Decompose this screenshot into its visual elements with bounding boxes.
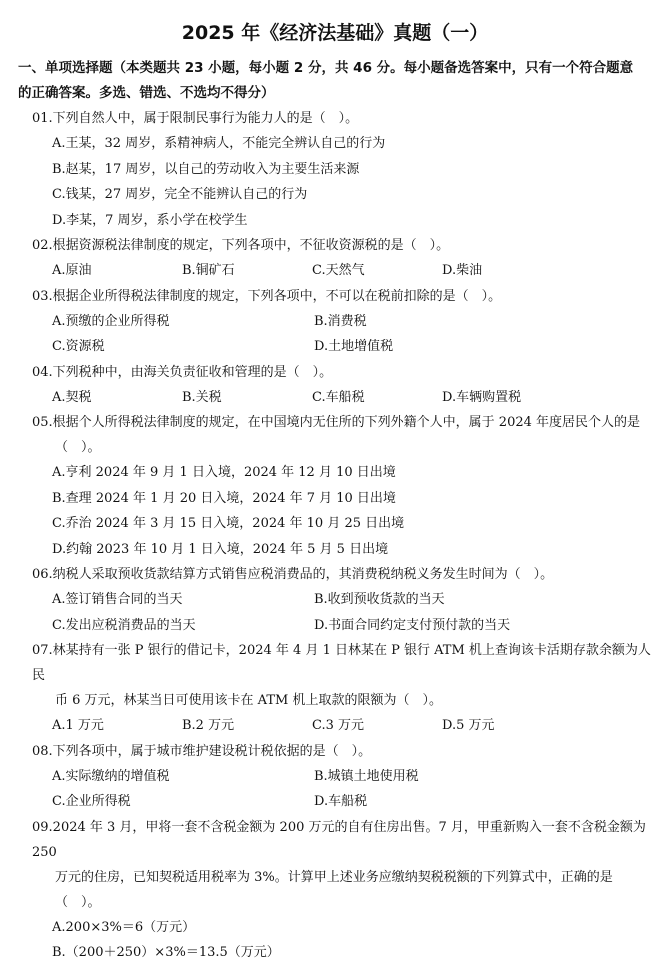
question-item bbox=[18, 739, 652, 815]
option-row bbox=[18, 613, 652, 639]
option-row bbox=[18, 385, 652, 411]
option-row bbox=[18, 131, 652, 157]
option-row bbox=[18, 915, 652, 941]
answer-option: C.3 万元 bbox=[312, 718, 365, 733]
option-row bbox=[18, 537, 652, 563]
question-stem: 05.根据个人所得税法律制度的规定，在中国境内无住所的下列外籍个人中，属于 2024 年度居民个人的是 bbox=[32, 415, 641, 430]
answer-option: C.钱某，27 周岁，完全不能辨认自己的行为 bbox=[52, 187, 308, 202]
answer-option: A.1 万元 bbox=[52, 718, 104, 733]
answer-option: D.车船税 bbox=[314, 794, 368, 809]
question-stem: 06.纳税人采取预收货款结算方式销售应税消费品的，其消费税纳税义务发生时间为（ ）。 bbox=[32, 567, 554, 582]
question-item bbox=[18, 638, 652, 739]
option-row bbox=[18, 157, 652, 183]
answer-option: B.2 万元 bbox=[182, 718, 235, 733]
question-item bbox=[18, 360, 652, 411]
question-stem: 02.根据资源税法律制度的规定，下列各项中，不征收资源税的是（ ）。 bbox=[32, 238, 450, 253]
option-row bbox=[18, 258, 652, 284]
answer-option: C.发出应税消费品的当天 bbox=[52, 617, 196, 633]
answer-option: D.书面合同约定支付预付款的当天 bbox=[314, 617, 511, 633]
question-stem: 09.2024 年 3 月，甲将一套不含税金额为 200 万元的自有住房出售。7 月，甲重新购入一套不含税金额为 250 bbox=[32, 819, 646, 860]
answer-option: A.亨利 2024 年 9 月 1 日入境，2024 年 12 月 10 日出境 bbox=[52, 465, 396, 480]
answer-option: B.铜矿石 bbox=[182, 263, 235, 278]
option-row bbox=[18, 713, 652, 739]
option-row bbox=[18, 940, 652, 966]
question-item bbox=[18, 106, 652, 233]
question-stem: 03.根据企业所得税法律制度的规定，下列各项中，不可以在税前扣除的是（ ）。 bbox=[32, 288, 502, 304]
option-row bbox=[18, 309, 652, 335]
answer-option: A.200×3%＝6（万元） bbox=[52, 919, 196, 935]
answer-option: D.李某，7 周岁，系小学在校学生 bbox=[52, 212, 248, 228]
section-heading bbox=[18, 56, 652, 106]
option-row bbox=[18, 764, 652, 790]
answer-option: A.签订销售合同的当天 bbox=[52, 592, 183, 607]
option-row bbox=[18, 182, 652, 208]
option-row bbox=[18, 208, 652, 234]
question-item bbox=[18, 233, 652, 284]
option-row bbox=[18, 511, 652, 537]
option-row bbox=[18, 334, 652, 360]
option-row bbox=[18, 460, 652, 486]
question-stem: 万元的住房，已知契税适用税率为 3%。计算甲上述业务应缴纳契税税额的下列算式中，正确的是（ ）。 bbox=[55, 869, 613, 910]
answer-option: C.天然气 bbox=[312, 263, 365, 278]
answer-option: A.原油 bbox=[52, 263, 92, 278]
question-stem: 04.下列税种中，由海关负责征收和管理的是（ ）。 bbox=[32, 364, 333, 380]
answer-option: A.预缴的企业所得税 bbox=[52, 313, 170, 329]
question-item bbox=[18, 410, 652, 562]
answer-option: B.查理 2024 年 1 月 20 日入境，2024 年 7 月 10 日出境 bbox=[52, 490, 396, 506]
answer-option: B.关税 bbox=[182, 389, 222, 405]
option-row bbox=[18, 789, 652, 815]
answer-option: B.赵某，17 周岁，以自己的劳动收入为主要生活来源 bbox=[52, 161, 360, 177]
option-row bbox=[18, 486, 652, 512]
answer-option: D.土地增值税 bbox=[314, 339, 394, 354]
answer-option: C.乔治 2024 年 3 月 15 日入境，2024 年 10 月 25 日出境 bbox=[52, 516, 405, 531]
answer-option: D.车辆购置税 bbox=[442, 389, 522, 405]
answer-option: A.实际缴纳的增值税 bbox=[52, 768, 170, 784]
answer-option: D.约翰 2023 年 10 月 1 日入境，2024 年 5 月 5 日出境 bbox=[52, 541, 389, 557]
question-stem: （ ）。 bbox=[55, 440, 101, 455]
answer-option: B.收到预收货款的当天 bbox=[314, 592, 445, 607]
answer-option: C.资源税 bbox=[52, 339, 105, 354]
question-item bbox=[18, 562, 652, 638]
question-stem: 07.林某持有一张 P 银行的借记卡，2024 年 4 月 1 日林某在 P 银行 ATM 机上查询该卡活期存款余额为人民 bbox=[32, 643, 651, 683]
option-row bbox=[18, 587, 652, 613]
answer-option: B.城镇土地使用税 bbox=[314, 768, 419, 784]
answer-option: A.契税 bbox=[52, 389, 92, 405]
question-stem: 08.下列各项中，属于城市维护建设税计税依据的是（ ）。 bbox=[32, 743, 372, 759]
answer-option: B.消费税 bbox=[314, 313, 367, 329]
answer-option: D.柴油 bbox=[442, 263, 483, 278]
answer-option: C.车船税 bbox=[312, 389, 365, 405]
section-heading-line1: 一、单项选择题（本类题共 23 小题，每小题 2 分，共 46 分。每小题备选答案中，只有一个符合题意 bbox=[18, 60, 634, 76]
question-item bbox=[18, 284, 652, 360]
page-title: 2025 年《经济法基础》真题（一） bbox=[181, 22, 489, 44]
question-stem: 01.下列自然人中，属于限制民事行为能力人的是（ ）。 bbox=[32, 111, 359, 126]
answer-option: C.企业所得税 bbox=[52, 794, 131, 809]
answer-option: D.5 万元 bbox=[442, 718, 495, 733]
question-item bbox=[18, 815, 652, 966]
question-list bbox=[18, 106, 652, 966]
section-heading-line2: 的正确答案。多选、错选、不选均不得分） bbox=[18, 85, 275, 101]
answer-option: A.王某，32 周岁，系精神病人，不能完全辨认自己的行为 bbox=[52, 136, 386, 151]
answer-option: B.（200＋250）×3%＝13.5（万元） bbox=[52, 945, 280, 960]
question-stem: 币 6 万元，林某当日可使用该卡在 ATM 机上取款的限额为（ ）。 bbox=[55, 693, 442, 708]
